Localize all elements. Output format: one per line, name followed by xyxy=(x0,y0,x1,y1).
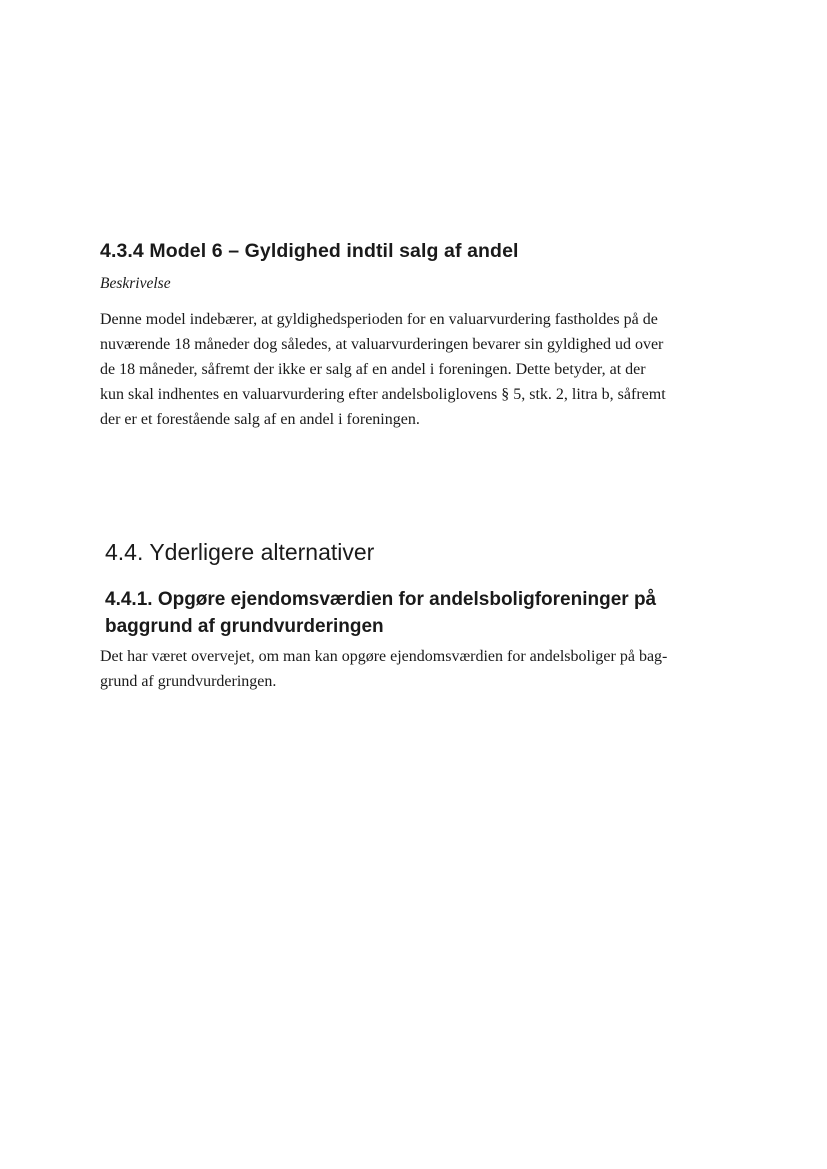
paragraph-line: der er et forestående salg af en andel i foreningen. xyxy=(100,411,420,428)
heading-section-4-3-4: 4.3.4 Model 6 – Gyldighed indtil salg af andel xyxy=(100,240,519,262)
paragraph-line: Denne model indebærer, at gyldighedsperioden for en valuarvurdering fastholdes på de xyxy=(100,311,658,328)
heading-section-4-4-1 xyxy=(105,586,656,640)
paragraph-line: Det har været overvejet, om man kan opgøre ejendomsværdien for andelsboliger på bag- xyxy=(100,648,668,665)
paragraph-line: kun skal indhentes en valuarvurdering efter andelsboliglovens § 5, stk. 2, litra b, såfremt xyxy=(100,386,666,403)
paragraph-line: grund af grundvurderingen. xyxy=(100,673,277,690)
paragraph-section-4-4-1 xyxy=(100,644,667,694)
paragraph-line: nuværende 18 måneder dog således, at valuarvurderingen bevarer sin gyldighed ud over xyxy=(100,336,664,353)
heading-line: baggrund af grundvurderingen xyxy=(105,616,384,637)
heading-section-4-4: 4.4. Yderligere alternativer xyxy=(105,539,375,565)
beskrivelse-label: Beskrivelse xyxy=(100,275,171,292)
paragraph-line: de 18 måneder, såfremt der ikke er salg af en andel i foreningen. Dette betyder, at der xyxy=(100,361,646,378)
paragraph-section-4-3-4 xyxy=(100,307,666,432)
heading-line: 4.4.1. Opgøre ejendomsværdien for andelsboligforeninger på xyxy=(105,589,657,610)
